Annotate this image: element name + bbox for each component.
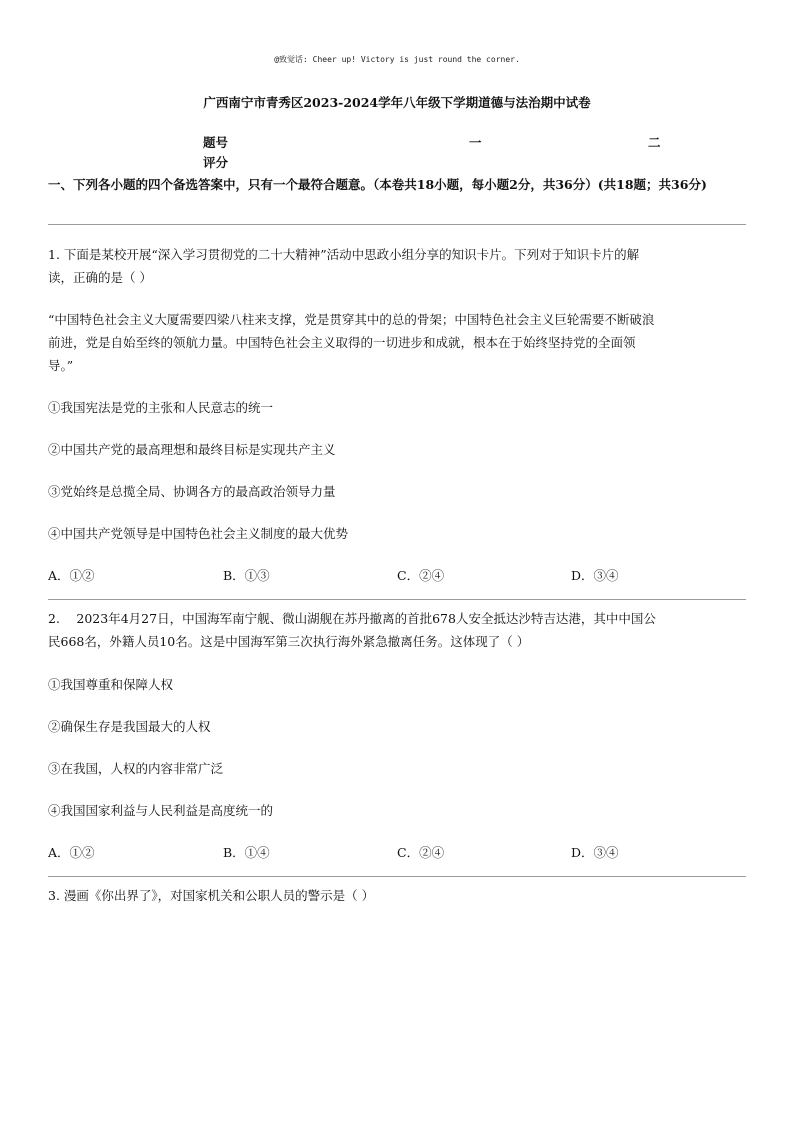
question-stem-line: 读，正确的是（ ） bbox=[48, 270, 152, 285]
question-stem bbox=[48, 607, 746, 653]
score-table-section-one: 一 bbox=[469, 135, 482, 150]
divider bbox=[48, 599, 746, 600]
exam-title: 广西南宁市青秀区2023-2024学年八年级下学期道德与法治期中试卷 bbox=[203, 95, 591, 110]
option-d: D．③④ bbox=[571, 568, 619, 583]
option-b: B．①③ bbox=[223, 568, 270, 583]
quote-line: “中国特色社会主义大厦需要四梁八柱来支撑，党是贯穿其中的总的骨架；中国特色社会主义巨轮需要不断破浪 bbox=[48, 312, 655, 327]
statement: ④中国共产党领导是中国特色社会主义制度的最大优势 bbox=[48, 526, 349, 541]
option-a: A．①② bbox=[48, 568, 95, 583]
score-table-section-two: 二 bbox=[648, 135, 661, 150]
option-d: D．③④ bbox=[571, 845, 619, 860]
statement: ①我国尊重和保障人权 bbox=[48, 677, 174, 692]
divider bbox=[48, 224, 746, 225]
quote-line: 导。” bbox=[48, 358, 74, 373]
question-stem bbox=[48, 243, 746, 289]
option-b: B．①④ bbox=[223, 845, 270, 860]
question-stem-line: 民668名，外籍人员10名。这是中国海军第三次执行海外紧急撤离任务。这体现了（ ） bbox=[48, 634, 530, 649]
statement: ③党始终是总揽全局、协调各方的最高政治领导力量 bbox=[48, 484, 336, 499]
score-table-label-score: 评分 bbox=[203, 155, 229, 170]
section-heading: 一、下列各小题的四个备选答案中，只有一个最符合题意。（本卷共18小题，每小题2分，共36分）(共18题；共36分) bbox=[48, 177, 707, 192]
option-a: A．①② bbox=[48, 845, 95, 860]
option-c: C．②④ bbox=[397, 845, 445, 860]
score-table-label-number: 题号 bbox=[203, 135, 229, 150]
option-c: C．②④ bbox=[397, 568, 445, 583]
statement: ④我国国家利益与人民利益是高度统一的 bbox=[48, 803, 274, 818]
statement: ①我国宪法是党的主张和人民意志的统一 bbox=[48, 400, 274, 415]
question-stem-line: 1. 下面是某校开展“深入学习贯彻党的二十大精神”活动中思政小组分享的知识卡片。下列对于知识卡片的解 bbox=[48, 247, 640, 262]
quote-block bbox=[48, 308, 746, 377]
statement: ②中国共产党的最高理想和最终目标是实现共产主义 bbox=[48, 442, 336, 457]
divider bbox=[48, 876, 746, 877]
question-stem bbox=[48, 884, 746, 907]
header-note: @致觉话: Cheer up! Victory is just round the corner. bbox=[274, 55, 520, 64]
quote-line: 前进，党是自始至终的领航力量。中国特色社会主义取得的一切进步和成就，根本在于始终坚持党的全面领 bbox=[48, 335, 636, 350]
statement: ③在我国，人权的内容非常广泛 bbox=[48, 761, 224, 776]
question-stem-line: 2. 2023年4月27日，中国海军南宁舰、微山湖舰在苏丹撤离的首批678人安全抵达沙特吉达港，其中中国公 bbox=[48, 611, 656, 626]
statement: ②确保生存是我国最大的人权 bbox=[48, 719, 211, 734]
question-stem-line: 3. 漫画《你出界了》，对国家机关和公职人员的警示是（ ） bbox=[48, 888, 375, 903]
